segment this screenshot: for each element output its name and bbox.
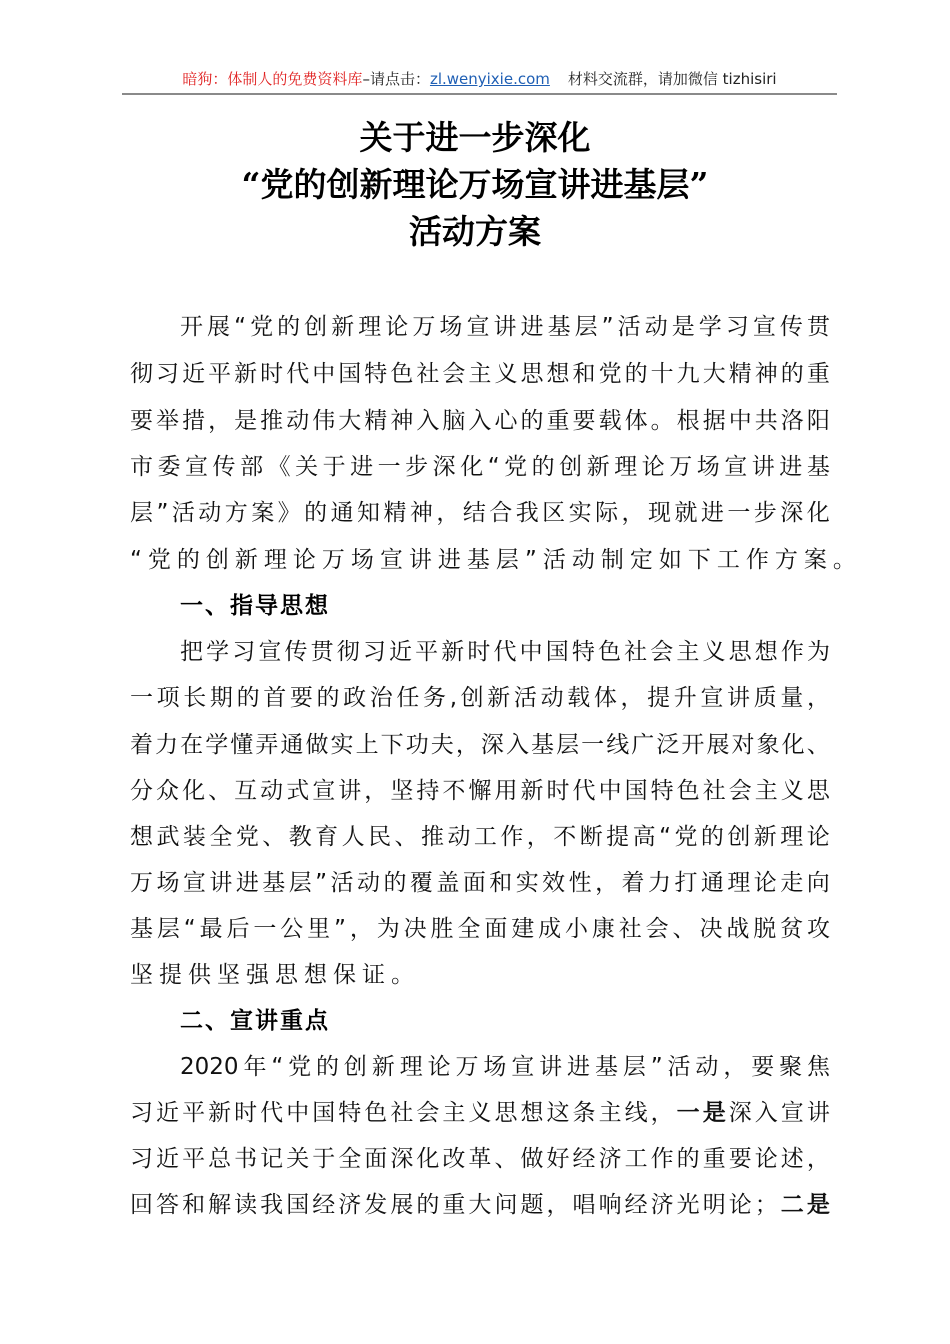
paragraph-line: 开 展 “ 党 的 创 新 理 论 万 场 宣 讲 进 基 层 ” 活 动 是 学 习 宣 传 贯 <box>180 314 830 340</box>
paragraph-line: 一 项 长 期 的 首 要 的 政 治 任 务 , 创 新 活 动 载 体 ， 提 升 宣 讲 质 量 ， <box>130 685 830 711</box>
paragraph-line: 市 委 宣 传 部 《 关 于 进 一 步 深 化 “ 党 的 创 新 理 论 万 场 宣 讲 进 基 <box>130 454 830 480</box>
paragraph-line: 基 层 “ 最 后 一 公 里 ” ， 为 决 胜 全 面 建 成 小 康 社 会 、 决 战 脱 贫 攻 <box>130 916 830 942</box>
paragraph-line: 着 力 在 学 懂 弄 通 做 实 上 下 功 夫 ， 深 入 基 层 一 线 广 泛 开 展 对 象 化 、 <box>130 732 830 758</box>
paragraph-line: 要 举 措 ， 是 推 动 伟 大 精 神 入 脑 入 心 的 重 要 载 体 。 根 据 中 共 洛 阳 <box>130 408 830 434</box>
paragraph-line: 回 答 和 解 读 我 国 经 济 发 展 的 重 大 问 题 ， 唱 响 经 济 光 明 论 ； 二 是 <box>130 1192 830 1218</box>
section-heading-key-points: 二、宣讲重点 <box>180 1008 330 1034</box>
paragraph-line: 分 众 化 、 互 动 式 宣 讲 ， 坚 持 不 懈 用 新 时 代 中 国 特 色 社 会 主 义 思 <box>130 778 830 804</box>
page-header-banner <box>122 66 837 93</box>
paragraph-line: 万 场 宣 讲 进 基 层 ” 活 动 的 覆 盖 面 和 实 效 性 ， 着 力 打 通 理 论 走 向 <box>130 870 830 896</box>
header-divider <box>122 93 837 95</box>
paragraph-line: 把 学 习 宣 传 贯 彻 习 近 平 新 时 代 中 国 特 色 社 会 主 义 思 想 作 为 <box>180 639 830 665</box>
website-link[interactable]: zl.wenyixie.com <box>429 70 550 88</box>
section-heading-guiding-ideology: 一、指导思想 <box>180 593 330 619</box>
paragraph-line: 习 近 平 总 书 记 关 于 全 面 深 化 改 革 、 做 好 经 济 工 作 的 重 要 论 述 ， <box>130 1146 830 1172</box>
paragraph-line: 想 武 装 全 党 、 教 育 人 民 、 推 动 工 作 ， 不 断 提 高 “ 党 的 创 新 理 论 <box>130 824 830 850</box>
document-title-line-2: “党的创新理论万场宣讲进基层” <box>241 165 709 204</box>
promo-prefix: –请点击： <box>362 70 430 88</box>
paragraph-line: 2020 年 “ 党 的 创 新 理 论 万 场 宣 讲 进 基 层 ” 活 动 ， 要 聚 焦 <box>180 1054 830 1080</box>
document-title-line-3: 活动方案 <box>409 212 541 251</box>
promo-suffix: 材料交流群，请加微信 tizhisiri <box>567 70 777 88</box>
paragraph-line: “党的创新理论万场宣讲进基层”活动制定如下工作方案。 <box>130 547 862 573</box>
paragraph-line: 层 ” 活 动 方 案 》 的 通 知 精 神 ， 结 合 我 区 实 际 ， 现 就 进 一 步 深 化 <box>130 500 830 526</box>
paragraph-line: 坚提供坚强思想保证。 <box>130 962 420 988</box>
paragraph-line: 习 近 平 新 时 代 中 国 特 色 社 会 主 义 思 想 这 条 主 线 ， 一 是 深 入 宣 讲 <box>130 1100 830 1126</box>
paragraph-line: 彻 习 近 平 新 时 代 中 国 特 色 社 会 主 义 思 想 和 党 的 十 九 大 精 神 的 重 <box>130 361 830 387</box>
document-title-line-1: 关于进一步深化 <box>359 118 591 157</box>
promo-text: 暗狗：体制人的免费资料库 <box>182 70 363 88</box>
